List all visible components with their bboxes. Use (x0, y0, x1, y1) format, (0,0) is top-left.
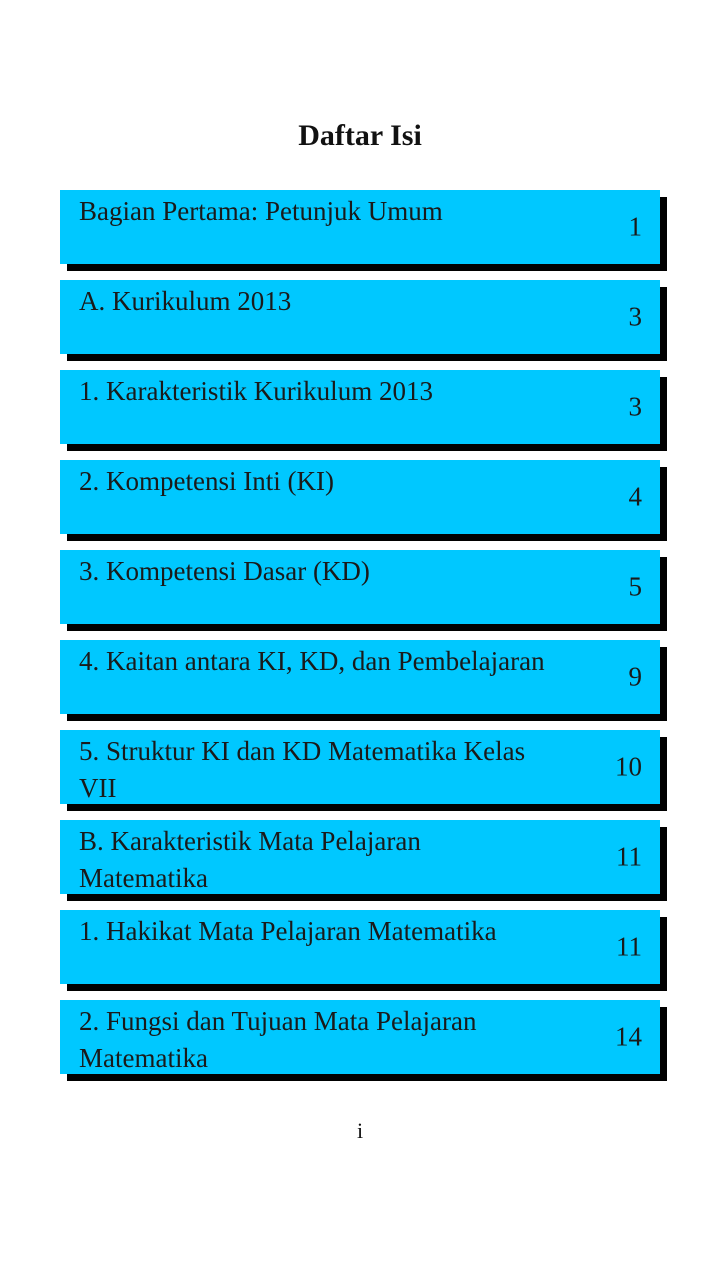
toc-item-petunjuk-umum[interactable] (60, 190, 660, 264)
toc-item-karakteristik-mapel[interactable] (60, 820, 660, 894)
page-number: i (356, 1118, 364, 1143)
toc-item-label: A. Kurikulum 2013 (79, 286, 292, 316)
toc-item-page-number: 4 (628, 481, 642, 512)
toc-item-label: 1. Hakikat Mata Pelajaran Matematika (79, 916, 497, 946)
toc-item-page-number: 10 (615, 751, 642, 782)
toc-item-label: 1. Karakteristik Kurikulum 2013 (79, 376, 433, 406)
toc-list (60, 190, 660, 1090)
toc-item-page-number: 11 (616, 931, 642, 962)
toc-item-kompetensi-inti[interactable] (60, 460, 660, 534)
toc-item-page-number: 5 (628, 571, 642, 602)
toc-item-label: B. Karakteristik Mata Pelajaran Matematika (79, 826, 421, 893)
toc-item-page-number: 14 (615, 1021, 642, 1052)
toc-item-fungsi-tujuan[interactable] (60, 1000, 660, 1074)
toc-item-label: 2. Kompetensi Inti (KI) (79, 466, 334, 496)
toc-item-hakikat-mapel[interactable] (60, 910, 660, 984)
toc-item-label: Bagian Pertama: Petunjuk Umum (79, 196, 443, 226)
toc-item-label: 2. Fungsi dan Tujuan Mata Pelajaran Matematika (79, 1006, 477, 1073)
toc-item-page-number: 1 (628, 211, 642, 242)
toc-item-page-number: 9 (628, 661, 642, 692)
toc-item-label: 5. Struktur KI dan KD Matematika Kelas VII (79, 736, 526, 803)
toc-item-page-number: 3 (628, 301, 642, 332)
toc-item-page-number: 3 (628, 391, 642, 422)
toc-item-kompetensi-dasar[interactable] (60, 550, 660, 624)
toc-item-page-number: 11 (616, 841, 642, 872)
toc-item-karakteristik-kurikulum[interactable] (60, 370, 660, 444)
toc-item-label: 3. Kompetensi Dasar (KD) (79, 556, 370, 586)
toc-item-kurikulum-2013[interactable] (60, 280, 660, 354)
toc-item-label: 4. Kaitan antara KI, KD, dan Pembelajaran (79, 646, 545, 676)
toc-item-kaitan-ki-kd[interactable] (60, 640, 660, 714)
page-title: Daftar Isi (298, 119, 422, 152)
toc-item-struktur-ki-kd[interactable] (60, 730, 660, 804)
